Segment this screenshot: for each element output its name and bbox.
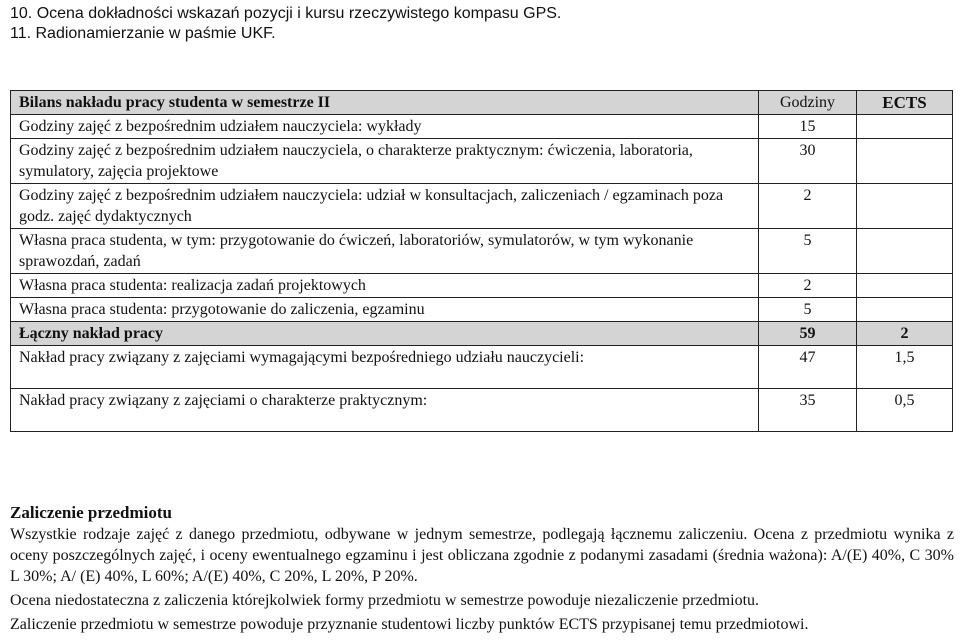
direct-contact-hours: 47 [759, 346, 857, 389]
table-row [11, 229, 953, 274]
row-label: Własna praca studenta: realizacja zadań projektowych [11, 274, 759, 298]
row-ects [857, 229, 953, 274]
table-row [11, 139, 953, 184]
paragraph-grading-rules: Wszystkie rodzaje zajęć z danego przedmiotu, odbywane w jednym semestrze, podlegają łącznemu zaliczeniu. Ocena z przedmiotu wynika z oceny poszczególnych zajęć, i oceny ewentualnego egzaminu i jest obliczana zgodnie z podanymi zasadami (średnia ważona): A/(E) 40%, C 30% L 30%; A/ (E) 40%, L 60%; A/(E) 40%, C 20%, L 20%, P 20%. [10, 526, 954, 585]
row-ects [857, 115, 953, 139]
table-title: Bilans nakładu pracy studenta w semestrze II [11, 91, 759, 115]
topics-list [10, 4, 561, 44]
direct-contact-row [11, 346, 953, 389]
workload-table [10, 90, 953, 432]
paragraph-failing-grade: Ocena niedostateczna z zaliczenia którejkolwiek formy przedmiotu w semestrze powoduje niezaliczenie przedmiotu. [10, 592, 760, 609]
row-hours: 5 [759, 298, 857, 322]
direct-contact-label: Nakład pracy związany z zajęciami wymagającymi bezpośredniego udziału nauczycieli: [11, 346, 759, 389]
row-hours: 5 [759, 229, 857, 274]
column-header-ects: ECTS [857, 91, 953, 115]
column-header-hours: Godziny [759, 91, 857, 115]
row-ects [857, 274, 953, 298]
practical-ects: 0,5 [857, 389, 953, 432]
row-label: Własna praca studenta, w tym: przygotowanie do ćwiczeń, laboratoriów, symulatorów, w tym wykonanie sprawozdań, zadań [11, 229, 759, 274]
row-label: Godziny zajęć z bezpośrednim udziałem nauczyciela, o charakterze praktycznym: ćwiczenia, laboratoria, symulatory, zajęcia projektowe [11, 139, 759, 184]
row-hours: 15 [759, 115, 857, 139]
total-ects: 2 [857, 322, 953, 346]
paragraph-ects-award: Zaliczenie przedmiotu w semestrze powoduje przyznanie studentowi liczby punktów ECTS przypisanej temu przedmiotowi. [10, 616, 809, 633]
practical-hours: 35 [759, 389, 857, 432]
section-heading: Zaliczenie przedmiotu [10, 503, 172, 522]
topic-item-10: 10. Ocena dokładności wskazań pozycji i kursu rzeczywistego kompasu GPS. [10, 5, 562, 22]
table-row [11, 274, 953, 298]
total-row [11, 322, 953, 346]
row-hours: 2 [759, 274, 857, 298]
practical-row [11, 389, 953, 432]
row-hours: 30 [759, 139, 857, 184]
total-hours: 59 [759, 322, 857, 346]
practical-label: Nakład pracy związany z zajęciami o charakterze praktycznym: [11, 389, 759, 432]
direct-contact-ects: 1,5 [857, 346, 953, 389]
table-row [11, 298, 953, 322]
row-ects [857, 184, 953, 229]
table-row [11, 184, 953, 229]
topic-item-11: 11. Radionamierzanie w paśmie UKF. [10, 25, 276, 42]
row-ects [857, 139, 953, 184]
course-completion-section [10, 502, 954, 635]
total-label: Łączny nakład pracy [11, 322, 759, 346]
table-header-row [11, 91, 953, 115]
row-hours: 2 [759, 184, 857, 229]
row-label: Własna praca studenta: przygotowanie do zaliczenia, egzaminu [11, 298, 759, 322]
row-label: Godziny zajęć z bezpośrednim udziałem nauczyciela: udział w konsultacjach, zaliczeniach / egzaminach poza godz. zajęć dydaktycznych [11, 184, 759, 229]
table-row [11, 115, 953, 139]
row-label: Godziny zajęć z bezpośrednim udziałem nauczyciela: wykłady [11, 115, 759, 139]
row-ects [857, 298, 953, 322]
